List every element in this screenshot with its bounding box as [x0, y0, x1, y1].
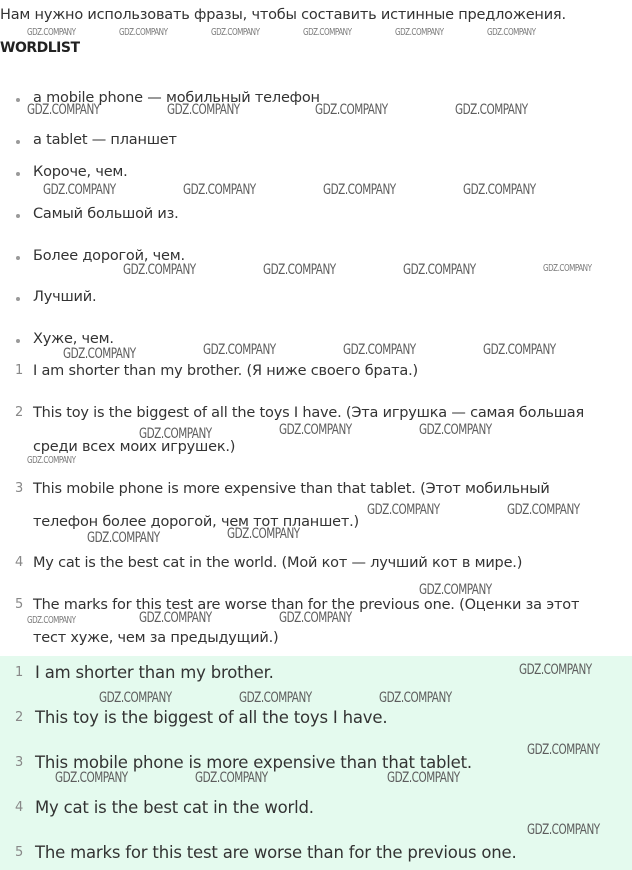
- watermark: GDZ.COMPANY: [303, 27, 352, 38]
- exercise-number: 5: [14, 597, 24, 612]
- exercise-text: тест хуже, чем за предыдущий.): [33, 630, 279, 646]
- exercise-text: My cat is the best cat in the world. (Мой кот — лучший кот в мире.): [33, 555, 523, 571]
- watermark: GDZ.COMPANY: [195, 770, 268, 786]
- watermark: GDZ.COMPANY: [463, 182, 536, 198]
- watermark: GDZ.COMPANY: [403, 262, 476, 278]
- watermark: GDZ.COMPANY: [87, 530, 160, 546]
- watermark: GDZ.COMPANY: [543, 263, 592, 274]
- answer-text: I am shorter than my brother.: [35, 663, 274, 682]
- wordlist-item: [0, 90, 632, 110]
- watermark: GDZ.COMPANY: [507, 502, 580, 518]
- watermark: GDZ.COMPANY: [519, 662, 592, 678]
- bullet-icon: [16, 140, 20, 144]
- watermark: GDZ.COMPANY: [315, 102, 388, 118]
- watermark: GDZ.COMPANY: [239, 690, 312, 706]
- answer-number: 5: [14, 845, 24, 860]
- watermark: GDZ.COMPANY: [183, 182, 256, 198]
- wordlist-item-text: Хуже, чем.: [33, 331, 114, 347]
- answers-panel: [0, 656, 632, 870]
- watermark: GDZ.COMPANY: [63, 346, 136, 362]
- watermark: GDZ.COMPANY: [279, 610, 352, 626]
- bullet-icon: [16, 172, 20, 176]
- watermark: GDZ.COMPANY: [203, 342, 276, 358]
- watermark: GDZ.COMPANY: [27, 102, 100, 118]
- bullet-icon: [16, 256, 20, 260]
- watermark: GDZ.COMPANY: [419, 422, 492, 438]
- answer-number: 3: [14, 755, 24, 770]
- wordlist-item-text: Более дорогой, чем.: [33, 248, 185, 264]
- wordlist-item: [0, 331, 632, 351]
- watermark: GDZ.COMPANY: [27, 27, 76, 38]
- exercise-text: телефон более дорогой, чем тот планшет.): [33, 514, 359, 530]
- watermark: GDZ.COMPANY: [139, 610, 212, 626]
- exercise-text: среди всех моих игрушек.): [33, 439, 236, 455]
- answer-text: This mobile phone is more expensive than that tablet.: [35, 753, 472, 772]
- bullet-icon: [16, 214, 20, 218]
- wordlist-title: WORDLIST: [0, 40, 80, 56]
- watermark: GDZ.COMPANY: [279, 422, 352, 438]
- wordlist-item: [0, 206, 632, 226]
- watermark: GDZ.COMPANY: [123, 262, 196, 278]
- exercise-text: This toy is the biggest of all the toys I have. (Эта игрушка — самая большая: [33, 405, 585, 421]
- exercise-number: 4: [14, 555, 24, 570]
- watermark: GDZ.COMPANY: [527, 822, 600, 838]
- watermark: GDZ.COMPANY: [139, 426, 212, 442]
- watermark: GDZ.COMPANY: [487, 27, 536, 38]
- wordlist-item-text: Лучший.: [33, 289, 97, 305]
- watermark: GDZ.COMPANY: [387, 770, 460, 786]
- wordlist-item: [0, 132, 632, 152]
- answer-number: 2: [14, 710, 24, 725]
- watermark: GDZ.COMPANY: [367, 502, 440, 518]
- watermark: GDZ.COMPANY: [27, 455, 76, 466]
- watermark: GDZ.COMPANY: [527, 742, 600, 758]
- wordlist-item: [0, 164, 632, 184]
- answer-text: This toy is the biggest of all the toys I have.: [35, 708, 388, 727]
- answer-number: 4: [14, 800, 24, 815]
- watermark: GDZ.COMPANY: [483, 342, 556, 358]
- watermark: GDZ.COMPANY: [263, 262, 336, 278]
- watermark: GDZ.COMPANY: [119, 27, 168, 38]
- wordlist-item: [0, 248, 632, 268]
- watermark: GDZ.COMPANY: [167, 102, 240, 118]
- exercise-text: The marks for this test are worse than for the previous one. (Оценки за этот: [33, 597, 580, 613]
- exercise-number: 3: [14, 481, 24, 496]
- exercise-number: 1: [14, 363, 24, 378]
- watermark: GDZ.COMPANY: [343, 342, 416, 358]
- wordlist-item: [0, 289, 632, 309]
- watermark: GDZ.COMPANY: [99, 690, 172, 706]
- watermark: GDZ.COMPANY: [455, 102, 528, 118]
- wordlist-item-text: a tablet — планшет: [33, 132, 177, 148]
- answer-number: 1: [14, 665, 24, 680]
- wordlist-item-text: Короче, чем.: [33, 164, 128, 180]
- answer-text: The marks for this test are worse than for the previous one.: [35, 843, 517, 862]
- watermark: GDZ.COMPANY: [323, 182, 396, 198]
- intro-text: Нам нужно использовать фразы, чтобы составить истинные предложения.: [0, 7, 566, 23]
- exercise-text: This mobile phone is more expensive than that tablet. (Этот мобильный: [33, 481, 550, 497]
- bullet-icon: [16, 339, 20, 343]
- bullet-icon: [16, 98, 20, 102]
- exercise-text: I am shorter than my brother. (Я ниже своего брата.): [33, 363, 418, 379]
- watermark: GDZ.COMPANY: [55, 770, 128, 786]
- watermark: GDZ.COMPANY: [379, 690, 452, 706]
- watermark: GDZ.COMPANY: [419, 582, 492, 598]
- exercise-number: 2: [14, 405, 24, 420]
- watermark: GDZ.COMPANY: [227, 526, 300, 542]
- wordlist-item-text: Самый большой из.: [33, 206, 179, 222]
- wordlist-item-text: a mobile phone — мобильный телефон: [33, 90, 320, 106]
- watermark: GDZ.COMPANY: [43, 182, 116, 198]
- answer-text: My cat is the best cat in the world.: [35, 798, 314, 817]
- watermark: GDZ.COMPANY: [27, 615, 76, 626]
- bullet-icon: [16, 297, 20, 301]
- watermark: GDZ.COMPANY: [211, 27, 260, 38]
- watermark: GDZ.COMPANY: [395, 27, 444, 38]
